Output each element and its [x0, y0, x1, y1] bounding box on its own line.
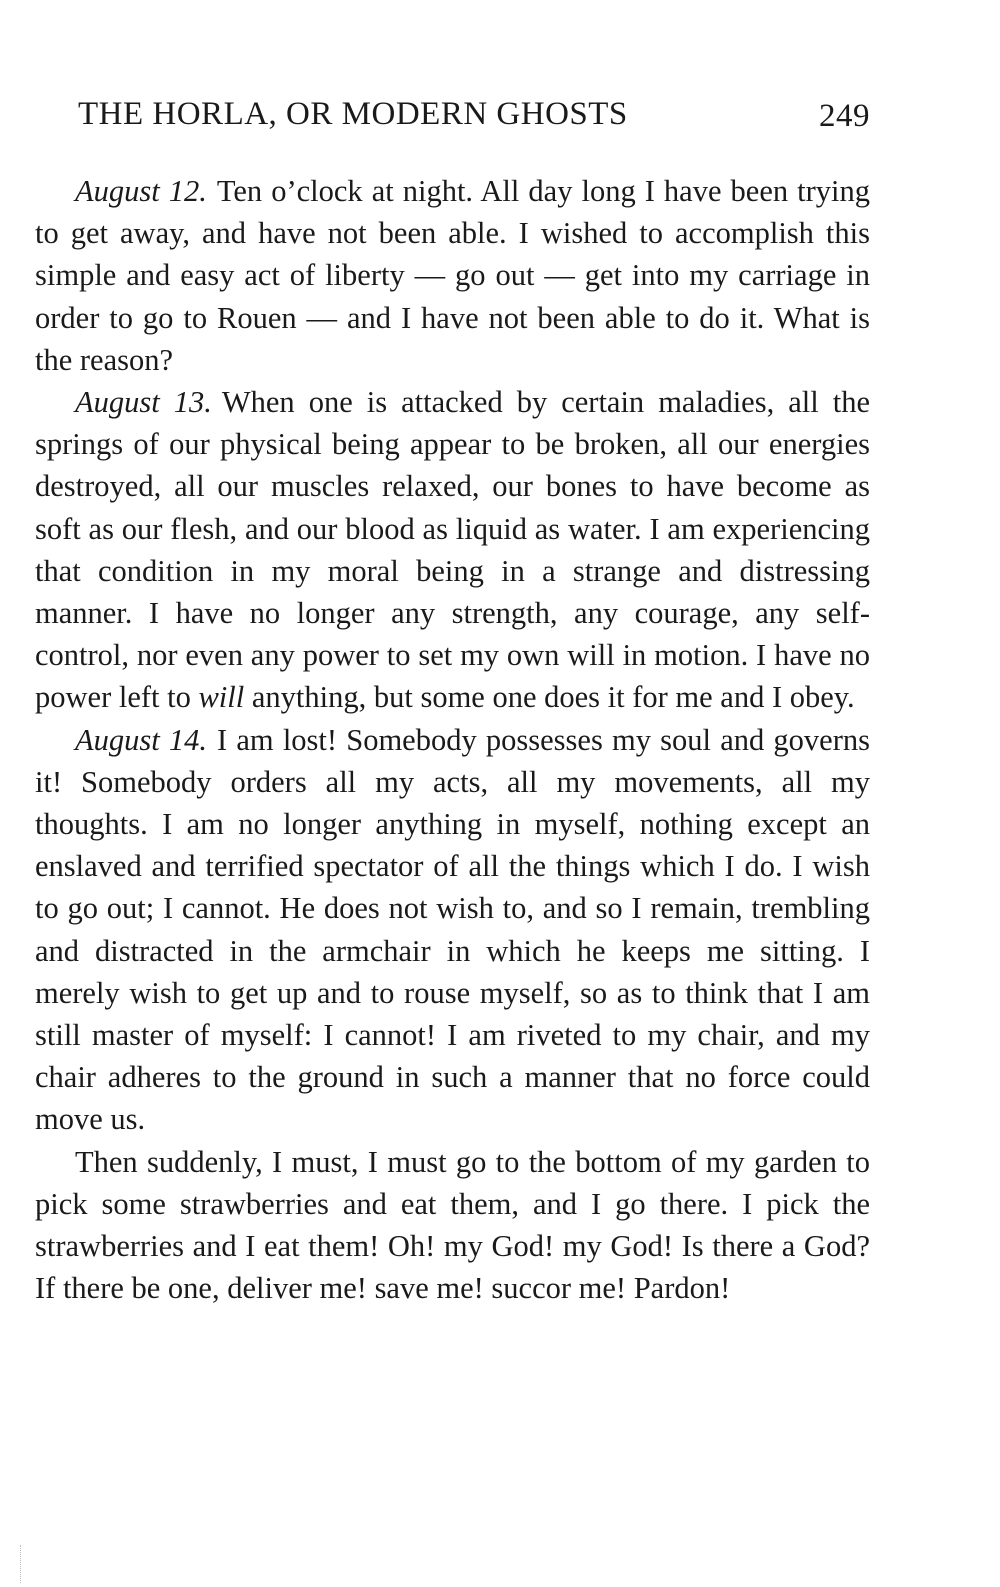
journal-entry-august-13 — [35, 381, 870, 719]
entry-text: I am lost! Somebody possesses my soul and governs it! Somebody orders all my acts, all my movements, all my thoughts. I am no longer anything in myself, nothing except an enslaved and terrified spectator of all the things which I do. I wish to go out; I cannot. He does not wish to, and so I remain, trembling and distracted in the armchair in which he keeps me sitting. I merely wish to get up and to rouse myself, so as to think that I am still master of myself: I cannot! I am riveted to my chair, and my chair adheres to the ground in such a manner that no force could move us. — [35, 722, 870, 1137]
closing-paragraph: Then suddenly, I must, I must go to the bottom of my garden to pick some strawberries and eat them, and I go there. I pick the strawberries and I eat them! Oh! my God! my God! Is there a God? If there be one, deliver me! save me! succor me! Pardon! — [35, 1144, 870, 1306]
entry-date: August 14. — [75, 722, 208, 757]
scan-margin-mark — [20, 1545, 22, 1583]
running-title: THE HORLA, OR MODERN GHOSTS — [78, 96, 628, 132]
book-page — [35, 92, 870, 1572]
page-number: 249 — [819, 98, 870, 134]
emphasized-word: will — [198, 680, 245, 715]
entry-date: August 12. — [75, 174, 207, 208]
body-text — [35, 170, 870, 1309]
running-head — [35, 92, 870, 152]
journal-entry-august-12 — [35, 170, 870, 381]
journal-entry-august-14 — [35, 719, 870, 1141]
entry-text-continued: anything, but some one does it for me and I obey. — [244, 680, 855, 715]
entry-date: August 13. — [75, 385, 212, 420]
entry-text: When one is attacked by certain maladies, all the springs of our physical being appear to be broken, all our energies destroyed, all our muscles relaxed, our bones to have become as soft as our flesh, and our blood as liquid as water. I am experiencing that condition in my moral being in a strange and distressing manner. I have no longer any strength, any courage, any self-control, nor even any power to set my own will in motion. I have no power left to — [35, 385, 870, 715]
entry-text: Ten o’clock at night. All day long I have been trying to get away, and have not been able. I wished to accomplish this simple and easy act of liberty — go out — get into my carriage in order to go to Rouen — and I have not been able to do it. What is the reason? — [35, 174, 870, 377]
